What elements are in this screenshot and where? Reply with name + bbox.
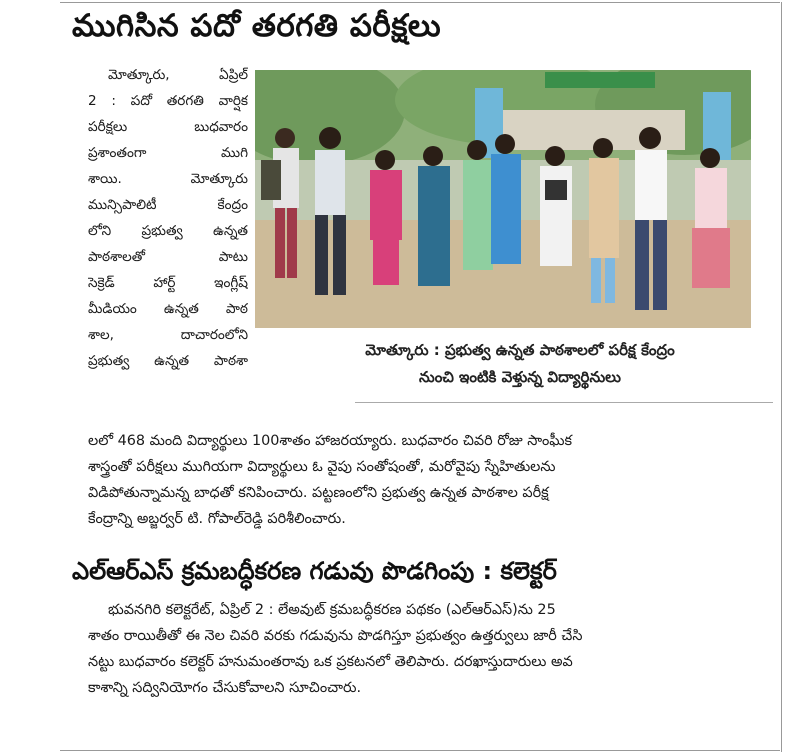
bottom-border <box>60 750 780 751</box>
second-article-body <box>88 597 772 701</box>
body-line: లలో 468 మంది విద్యార్థులు 100శాతం హాజరయ్యారు. బుధవారం చివరి రోజు సాంఘీక <box>88 433 573 449</box>
photo-caption <box>330 337 710 391</box>
right-border <box>781 2 782 752</box>
body-line: శాస్త్రంతో పరీక్షలు ముగియగా విద్యార్థులు ఓ వైపు సంతోషంతో, మరోవైపు స్నేహితులను <box>88 459 556 475</box>
column-line: పరీక్షలు బుధవారం <box>88 119 248 135</box>
school-banner <box>545 72 655 88</box>
column-line: మీడియం ఉన్నత పాఠ <box>88 301 248 317</box>
column-line: 2 : పదో తరగతి వార్షిక <box>88 93 248 109</box>
caption-line: నుంచి ఇంటికి వెళ్తున్న విద్యార్థినులు <box>419 368 621 386</box>
students-photo <box>255 70 751 328</box>
column-line: మోత్కూరు, ఏప్రిల్ <box>108 67 248 83</box>
column-line: ప్రభుత్వ ఉన్నత పాఠశా <box>88 353 248 369</box>
column-line: లోని ప్రభుత్వ ఉన్నత <box>88 223 248 239</box>
article-headline: ముగిసిన పదో తరగతి పరీక్షలు <box>72 8 442 44</box>
body-line: కేంద్రాన్ని అబ్జర్వర్ టి. గోపాల్‌రెడ్డి పరిశీలించారు. <box>88 511 346 527</box>
column-line: పాఠశాలతో పాటు <box>88 249 248 265</box>
body-line: నట్టు బుధవారం కలెక్టర్ హనుమంతరావు ఒక ప్రకటనలో తెలిపారు. దరఖాస్తుదారులు అవ <box>88 654 573 670</box>
column-line: శాయి. మోత్కూరు <box>88 171 248 187</box>
body-line: శాతం రాయితీతో ఈ నెల చివరి వరకు గడువును పొడగిస్తూ ప్రభుత్వం ఉత్తర్వులు జారీ చేసి <box>88 628 583 644</box>
caption-divider <box>355 402 773 403</box>
top-border <box>60 2 780 3</box>
column-line: సెక్రెడ్ హార్ట్ ఇంగ్లీష్ <box>88 275 248 291</box>
photo-illustration <box>255 70 751 328</box>
article-column-text <box>88 62 248 374</box>
body-line: భువనగిరి కలెక్టరేట్, ఏప్రిల్ 2 : లేఅవుట్ క్రమబద్ధీకరణ పథకం (ఎల్ఆర్ఎస్)ను 25 <box>108 602 556 618</box>
caption-line: మోత్కూరు : ప్రభుత్వ ఉన్నత పాఠశాలలో పరీక్ష కేంద్రం <box>365 341 675 359</box>
column-line: ప్రశాంతంగా ముగి <box>88 145 248 161</box>
body-line: కాశాన్ని సద్వినియోగం చేసుకోవాలని సూచించారు. <box>88 680 362 696</box>
second-article-headline: ఎల్ఆర్ఎస్ క్రమబద్ధీకరణ గడువు పొడగింపు : కలెక్టర్ <box>72 557 557 585</box>
column-line: శాల, దాచారంలోని <box>88 327 248 343</box>
article-body-text <box>88 428 772 532</box>
column-line: మున్సిపాలిటీ కేంద్రం <box>88 197 248 213</box>
body-line: విడిపోతున్నామన్న బాధతో కనిపించారు. పట్టణంలోని ప్రభుత్వ ఉన్నత పాఠశాల పరీక్ష <box>88 485 549 501</box>
